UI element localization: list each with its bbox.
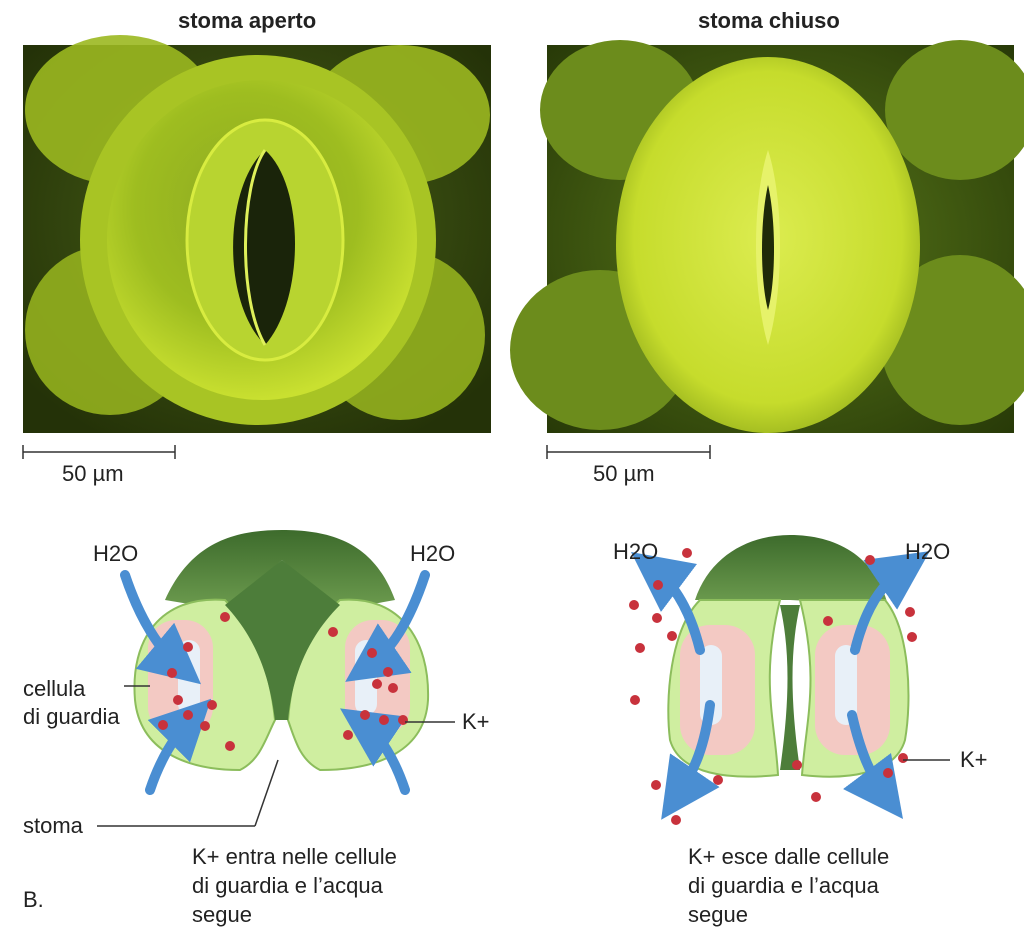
scale-label-open: 50 µm: [62, 461, 124, 486]
caption-closed-line2: di guardia e l’acqua: [688, 873, 879, 898]
caption-closed-line1: K+ esce dalle cellule: [688, 844, 890, 869]
title-stoma-closed: stoma chiuso: [698, 8, 840, 33]
stoma-label: stoma: [23, 813, 83, 838]
micrograph-closed: [510, 40, 1024, 433]
scale-label-closed: 50 µm: [593, 461, 655, 486]
caption-open-line1: K+ entra nelle cellule: [192, 844, 397, 869]
scale-bar-closed: [547, 445, 710, 459]
caption-open-line2: di guardia e l’acqua: [192, 873, 383, 898]
h2o-label-closed-left: H2O: [613, 539, 659, 564]
k-ion-label-closed: K+: [960, 747, 988, 772]
guard-cell-label-line1: cellula: [23, 676, 86, 701]
h2o-label-closed-right: H2O: [905, 539, 951, 564]
guard-cell-label-line2: di guardia: [23, 704, 120, 729]
panel-letter: B.: [23, 887, 44, 912]
h2o-label-open-right: H2O: [410, 541, 456, 566]
micrograph-open: [23, 35, 491, 433]
scale-bar-open: [23, 445, 175, 459]
caption-open-line3: segue: [192, 902, 252, 927]
title-stoma-open: stoma aperto: [178, 8, 317, 33]
h2o-label-open-left: H2O: [93, 541, 139, 566]
k-ion-label-open: K+: [462, 709, 490, 734]
caption-closed-line3: segue: [688, 902, 748, 927]
